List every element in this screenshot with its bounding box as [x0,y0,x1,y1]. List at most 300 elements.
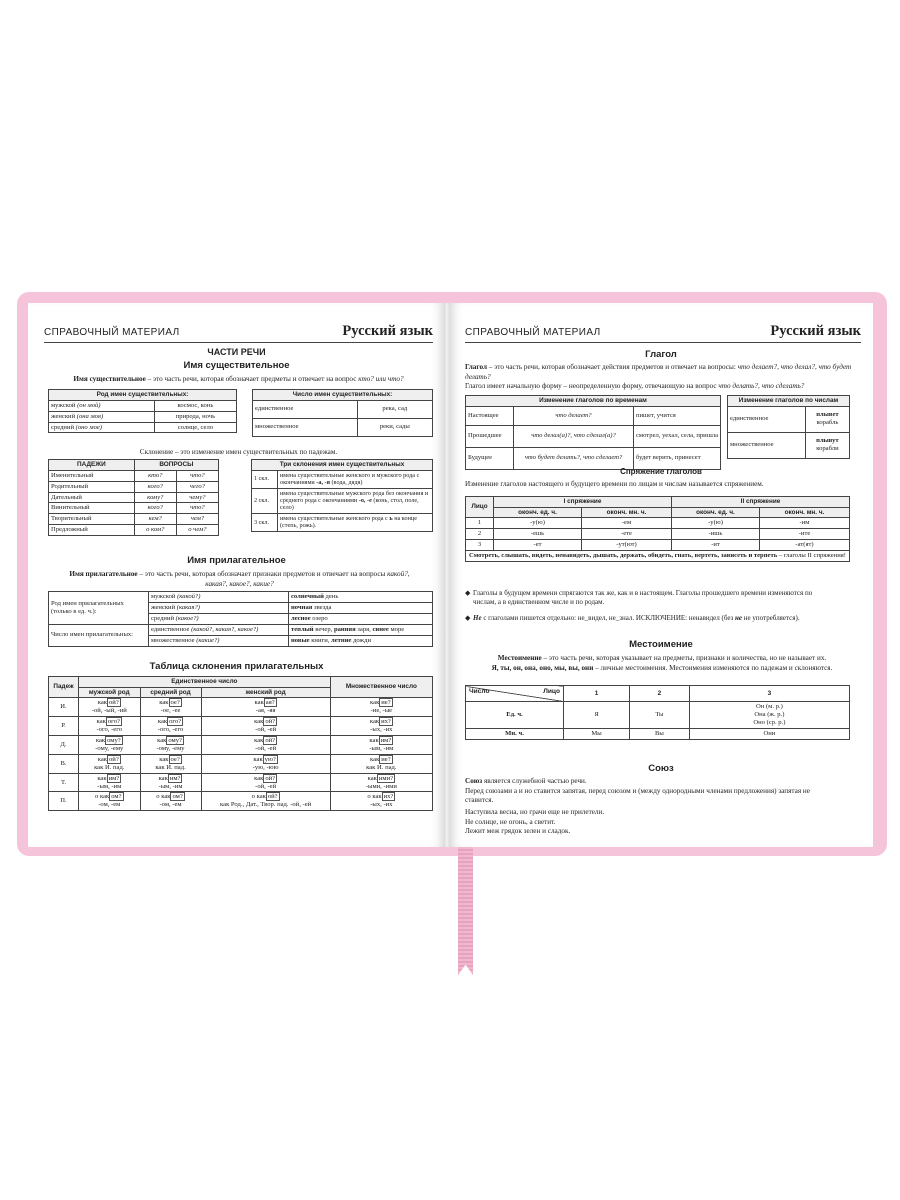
three-declensions-table [251,459,433,532]
declension-cell [330,698,432,717]
bullet-ne-rule [465,614,859,623]
example-rest: день [323,593,339,600]
ending-form: -ых, -их [370,801,393,809]
ending-form: -ом, -ем [159,801,182,809]
question-stem: как [96,718,106,726]
row-question: (какой?) [177,593,201,600]
header-title: Русский язык [770,323,861,339]
ending-form: -ой, -ей [255,782,277,790]
bullet-text: Глаголы в будущем времени спрягаются так же, как и в настоящем. Глаголы прошедшего времени изменяются по числам, а в единственном числе и по родам. [473,589,813,607]
question-stem: как [159,755,169,763]
declension-cell [79,792,141,811]
pronoun: Они [689,728,849,739]
adjective-declension-title: Таблица склонения прилагательных [149,661,324,672]
right-page [449,303,873,847]
ending-form: -ым, -им [158,782,183,790]
union-example: Лежит меж грядок зелен и сладок. [465,827,571,836]
question-stem: как [97,699,107,707]
noun-def-text: – это часть речи, которая обозначает предметы и отвечает на вопрос [145,375,359,383]
ending: -ишь [671,529,759,540]
cell-example: солнце, село [154,422,236,433]
pronoun-title: Местоимение [629,639,693,650]
number-label: Число имен прилагательных: [49,624,149,646]
number-header: Число [469,688,490,695]
ending-form: -ому, -ему [156,744,185,752]
declension-example: (вода, дядя) [329,479,363,487]
question-ending: ой? [265,737,276,744]
table-row [466,551,850,562]
table-header: 2 [630,686,690,702]
cell-question: (оно мое) [75,423,102,431]
number-example-verb: плывет [816,411,839,419]
question-ending: ой? [109,755,119,763]
question-stem: как [254,699,264,707]
example-word: лесное [291,614,311,622]
cell-example: природа, ночь [154,411,236,422]
ending: -ат(ят) [760,540,850,551]
table-header: ВОПРОСЫ [134,460,218,471]
table-row [466,447,721,469]
declension-cell [140,773,201,792]
union-rule: Перед союзами а и но ставится запятая, перед союзом и (между однородными членами предложения) запятая не ставится. [465,786,810,805]
question-ending: ому? [107,737,121,744]
table-row [466,518,850,529]
question-ending: ого? [169,718,182,726]
case-name: Винительный [49,503,135,514]
ending: -у(ю) [494,518,582,529]
noun-gender-table [48,389,237,433]
table-row [49,411,237,422]
cell-label: мужской [51,401,78,409]
case-question: о ком? [134,525,176,536]
question-ending: им? [169,774,181,782]
declension-number: 2 скл. [252,488,278,513]
example-rest: звезда [312,603,332,611]
question-ending: ой? [265,718,276,726]
ending: -ут(ют) [582,540,672,551]
question-stem: о как [95,793,110,801]
ending: -у(ю) [671,518,759,529]
table-row [49,698,433,717]
adj-def-text: – это часть речи, которая обозначает признаки предметов и отвечает на вопросы [137,570,388,578]
case-name: Дательный [49,492,135,503]
tense-example: будет верить, принесет [634,447,721,469]
adj-def-question: какой?, какая?, какое?, какие? [205,570,410,588]
table-row [253,400,433,418]
question-stem: как [370,755,380,763]
case-name: Именительный [49,470,135,481]
cell-question: (она моя) [76,412,104,420]
person-number: 3 [466,540,494,551]
number-example-noun: корабли [816,445,839,453]
cell-label: единственное [253,400,358,418]
question-stem: как [157,718,168,726]
declension-text: имена существительные женского рода с [280,514,390,522]
table-row [252,488,433,513]
conjugation-title: Спряжение глаголов [620,467,702,476]
tense-question: что делает? [514,406,634,425]
union-term: Союз [465,777,483,785]
table-header: Лицо [466,497,494,518]
rule-text: не употребляется). [742,614,800,622]
pronoun-corner-cell [466,686,564,702]
table-header: мужской род [79,687,141,698]
declension-cell [330,754,432,773]
noun-title: Имя существительное [183,360,290,371]
table-header: Единственное число [79,677,331,688]
cases-table [48,459,219,536]
ending-form: -ого, -его [157,726,184,734]
verb-def-term: Глагол [465,363,488,371]
bullet-future-tense [465,589,833,607]
union-example: Не солнце, не огонь, а светит. [465,817,556,826]
question-stem: как [367,774,377,782]
row-question: (какой?, какая?, какое?) [191,625,259,633]
verb-tense-table [465,395,721,470]
cell-example: космос, конь [154,400,236,411]
case-question: о чем? [176,525,218,536]
verb-def-question: что делает?, что делал?, что будет делать? [465,363,852,381]
ending-form: -ую, -юю [252,763,279,771]
tense-question: что будет делать?, что сделает? [514,447,634,469]
table-row [49,717,433,736]
verb-title: Глагол [645,349,677,360]
question-ending: ими? [378,774,394,782]
declension-ending: ь [389,514,393,522]
table-row [466,406,721,425]
case-name: Творительный [49,514,135,525]
declension-cell [140,736,201,755]
verb-number-table [727,395,850,459]
table-row [466,425,721,447]
case-abbr: В. [49,754,79,773]
table-header: 3 [689,686,849,702]
pronoun: Она (ж. р.) [754,710,785,718]
table-row [49,592,433,603]
example-rest: озеро [310,614,328,622]
table-row [728,406,850,432]
declension-note: Склонение – это изменение имен существительных по падежам. [139,448,338,456]
declension-cell [79,736,141,755]
table-row [466,728,850,739]
table-header: Падеж [49,677,79,698]
declension-example: (конь, стол, поле, село) [280,497,419,512]
case-abbr: Д. [49,736,79,755]
ending-form: как Род., Дат., Твор. пад. -ой, -ей [220,801,312,809]
example-word: ночная [291,603,313,611]
tense-example: смотрел, уехал, села, пришла [634,425,721,447]
question-ending: ие? [381,755,391,763]
ending: -ет [494,540,582,551]
question-ending: ому? [168,737,182,744]
ending: -ешь [494,529,582,540]
case-name: Родительный [49,481,135,492]
declension-cell [79,773,141,792]
bullet-icon: ◆ [465,614,471,622]
adjective-definition [58,570,421,589]
person-number: 1 [466,518,494,529]
table-header: оконч. ед. ч. [671,507,759,518]
table-row [49,422,237,433]
case-question: кем? [134,514,176,525]
example-word: солнечный [291,593,324,600]
tense-example: пишет, учится [634,406,721,425]
table-row [728,432,850,458]
noun-def-question: кто? или что? [358,375,404,383]
table-header: оконч. мн. ч. [760,507,850,518]
table-header: женский род [201,687,330,698]
example-word: теплый [291,625,314,633]
bookmark-ribbon[interactable] [458,847,473,975]
ending: -ете [582,529,672,540]
question-ending: ого? [107,718,120,726]
question-stem: как [158,774,168,782]
pronoun: Вы [630,728,690,739]
row-label: единственное [151,625,192,633]
row-label: мужской [151,593,178,600]
noun-number-table [252,389,433,437]
rule-ne: Не [473,614,482,622]
declension-example: на конце (степь, рожь). [280,514,417,530]
table-row [49,400,237,411]
table-row [466,702,850,729]
exception-verbs: Смотреть, слышать, видеть, ненавидеть, дышать, держать, обидеть, гнать, вертеть, зависеть и терпеть [468,552,778,560]
union-text: является служебной частью речи. [482,777,587,785]
pronoun: Я [564,702,630,729]
question-stem: как [254,774,264,782]
case-question: кого? [134,481,176,492]
question-stem: о как [251,793,266,801]
table-header: Изменение глаголов по числам [728,396,850,407]
left-page [28,303,445,847]
question-ending: ой? [265,774,276,782]
example-rest: вечер, [313,625,334,633]
example-word: ранняя [333,625,356,633]
row-label: множественное [151,636,197,644]
ending: -ем [582,518,672,529]
question-stem: о как [367,793,382,801]
personal-pronouns: Я, ты, он, она, оно, мы, вы, они [491,663,594,672]
table-header: оконч. мн. ч. [582,507,672,518]
rule-ne: не [735,614,743,622]
number-example-noun: корабль [816,419,839,427]
case-question: кому? [134,492,176,503]
declension-cell [79,754,141,773]
ending: -ит [671,540,759,551]
adjective-declension-table [48,676,433,811]
rule-text: с глаголами пишется отдельно: не_видел, не_знал. ИСКЛЮЧЕНИЕ: ненавидел (без [481,614,736,622]
declension-cell [140,717,201,736]
question-stem: как [97,774,107,782]
ending-form: -ой, -ый, -ий [91,707,127,715]
verb-definition [465,363,859,392]
case-name: Предложный [49,525,135,536]
declension-cell [330,717,432,736]
plural-label: Мн. ч. [466,728,564,739]
table-header: I спряжение [494,497,672,508]
question-ending: их? [381,718,391,726]
example-word: синее [372,625,389,633]
declension-cell [201,773,330,792]
cell-label: средний [51,423,76,431]
example-word: летние [331,636,352,644]
pronoun: Ты [630,702,690,729]
ending-form: -ой, -ей [255,726,277,734]
singular-label: Ед. ч. [466,702,564,729]
case-abbr: П. [49,792,79,811]
table-row [466,686,850,702]
question-ending: ой? [267,793,278,801]
declension-cell [140,698,201,717]
table-row [49,792,433,811]
question-stem: как [370,699,380,707]
number-example-verb: плывут [816,437,839,445]
example-rest: море [388,625,405,633]
table-row [49,525,219,536]
header-title: Русский язык [342,323,433,339]
verb-inf-text: Глагол имеет начальную форму – неопределенную форму, отвечающую на вопрос [465,382,719,391]
question-stem: как [254,718,264,726]
declension-cell [201,698,330,717]
pronoun-table [465,685,850,740]
gender-label: Род имен прилагательных (только в ед. ч.): [49,592,149,625]
tense-name: Настоящее [466,406,514,425]
cell-question: (он мой) [77,401,101,409]
ending-form: -ие, -ые [370,707,393,715]
exception-note: – глаголы II спряжения! [777,552,846,560]
header-label: СПРАВОЧНЫЙ МАТЕРИАЛ [465,327,601,338]
question-stem: как [369,737,379,744]
person-header: Лицо [543,688,560,695]
declension-number: 1 скл. [252,470,278,488]
question-ending: ом? [111,793,122,801]
cell-example: река, сад [357,400,432,418]
declension-cell [201,736,330,755]
question-stem: как [97,755,107,763]
case-question: кого? [134,503,176,514]
adj-def-term: Имя прилагательное [69,570,138,578]
table-row [49,503,219,514]
question-ending: ой? [109,699,119,707]
table-row [466,529,850,540]
table-header: средний род [140,687,201,698]
declension-ending: -о, -е [358,497,372,504]
cell-label: множественное [253,418,358,436]
question-stem: как [253,755,263,763]
ending-form: -ое, -ее [160,707,181,715]
declension-cell [330,792,432,811]
pron-def-text: – это часть речи, которая указывает на предметы, признаки и количества, но не называет их. [541,654,827,662]
verb-def-text: – это часть речи, которая обозначает действия предметов и отвечает на вопросы: [487,363,738,371]
table-row [49,492,219,503]
case-abbr: И. [49,698,79,717]
case-abbr: Р. [49,717,79,736]
ending-form: -ого, -его [96,726,123,734]
question-stem: как [95,737,106,744]
ending-form: как И. пад. [94,763,125,771]
page-header [44,319,433,343]
ending-form: -ая, -яя [255,707,276,715]
row-label: женский [151,603,177,611]
table-row [252,513,433,531]
ending-form: -ыми, -ими [365,782,397,790]
pronoun: Мы [564,728,630,739]
declension-ending: -а, -я [316,479,330,487]
ending: -им [760,518,850,529]
case-abbr: Т. [49,773,79,792]
ending-form: -ым, -им [369,744,394,752]
parts-of-speech-title: ЧАСТИ РЕЧИ [207,347,266,357]
ending: -ите [760,529,850,540]
conjugation-intro: Изменение глаголов настоящего и будущего времени по лицам и числам называется спряжением. [465,480,764,488]
pron-def-term: Местоимение [497,654,542,662]
table-header: 1 [564,686,630,702]
ending-form: -ом, -ем [98,801,121,809]
table-header: Три склонения имен существительных [252,460,433,471]
row-label: средний [151,614,176,622]
tense-name: Будущее [466,447,514,469]
page-header [465,319,861,343]
pronoun: Он (м. р.) [756,703,783,710]
pronoun: Оно (ср. р.) [753,718,786,726]
case-question: кто? [134,470,176,481]
case-question: что? [176,470,218,481]
question-ending: им? [380,737,392,744]
union-definition [465,777,833,806]
case-question: чем? [176,514,218,525]
ending-form: как И. пад. [155,763,186,771]
question-ending: ое? [170,755,180,763]
declension-number: 3 скл. [252,513,278,531]
table-row [49,470,219,481]
ending-form: -ой, -ей [255,744,277,752]
table-header: II спряжение [671,497,849,508]
example-rest: заря, [355,625,373,633]
declension-cell [201,717,330,736]
row-question: (какая?) [176,603,200,611]
declension-cell [140,792,201,811]
table-row [49,514,219,525]
table-header: оконч. ед. ч. [494,507,582,518]
table-row [49,481,219,492]
tense-question: что делал(а)?, что сделал(а)? [514,425,634,447]
declension-cell [79,698,141,717]
pron-def-text: – личные местоимения. Местоимения изменяются по падежам и склоняются. [593,663,833,672]
case-question: чего? [176,481,218,492]
question-stem: как [159,699,169,707]
table-row [49,754,433,773]
table-header: Число имен существительных: [253,390,433,401]
table-header: Множественное число [330,677,432,698]
question-ending: их? [383,793,394,801]
row-question: (какие?) [196,636,220,644]
ending-form: -ым, -им [97,782,122,790]
declension-cell [330,736,432,755]
declension-text: имена существительные женского и мужского рода с окончаниями [280,471,420,487]
example-rest: книги, [309,636,332,644]
verb-inf-question: что делать?, что сделать? [718,382,805,391]
question-stem: как [254,737,264,744]
question-stem: как [369,718,380,726]
union-examples [465,808,833,837]
table-header: Изменение глаголов по временам [466,396,721,407]
declension-cell [201,792,330,811]
table-row [253,418,433,436]
question-stem: о как [156,793,171,801]
bullet-icon: ◆ [465,589,471,597]
question-ending: ие? [381,699,391,707]
ending-form: -ых, -их [370,726,393,734]
